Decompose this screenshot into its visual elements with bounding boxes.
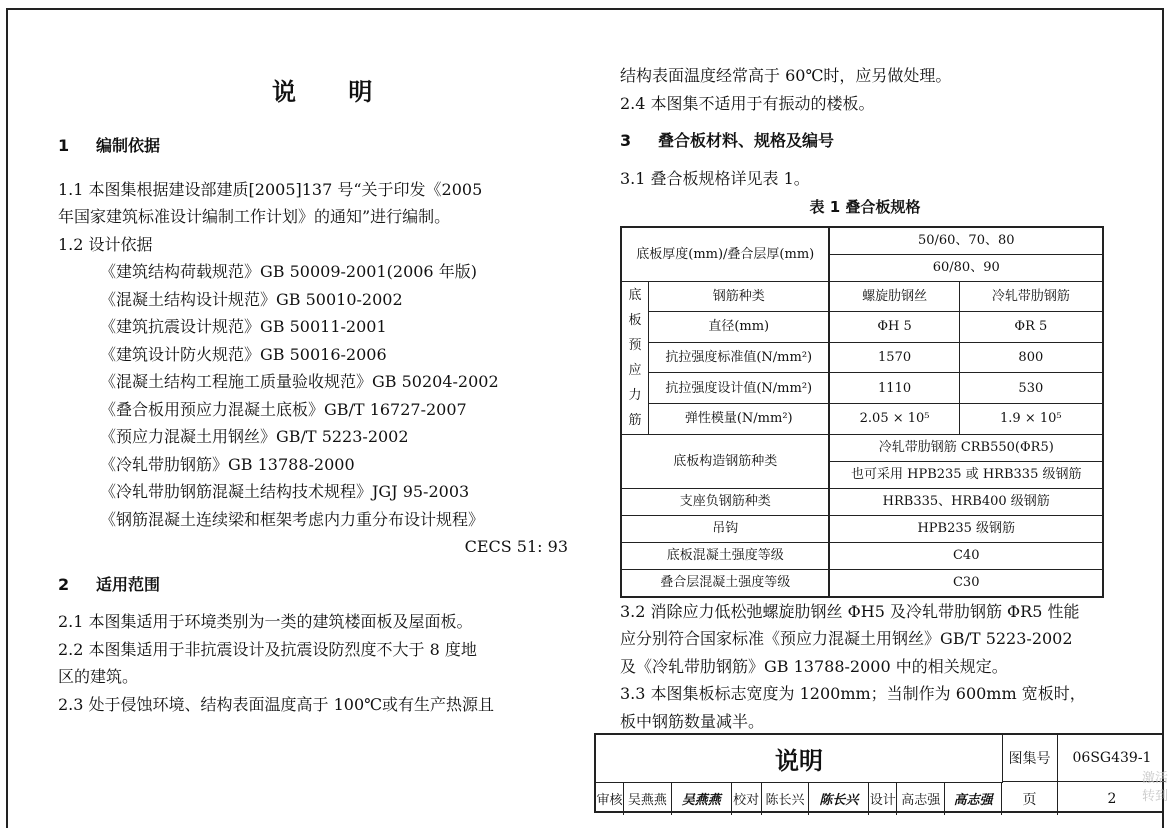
para-1-1: 1.1 本图集根据建设部建质[2005]137 号“关于印发《2005 bbox=[58, 179, 483, 199]
table-cell: ΦH 5 bbox=[829, 312, 959, 343]
table-cell: 支座负钢筋种类 bbox=[621, 488, 829, 515]
table-cell: 抗拉强度设计值(N/mm²) bbox=[649, 373, 830, 404]
table-cell: 叠合层混凝土强度等级 bbox=[621, 569, 829, 597]
left-column bbox=[58, 132, 568, 718]
ref-item: 《叠合板用预应力混凝土底板》GB/T 16727-2007 bbox=[100, 399, 467, 419]
para-3-2: 3.2 消除应力低松弛螺旋肋钢丝 ΦH5 及冷轧带肋钢筋 ΦR5 性能 bbox=[620, 601, 1080, 621]
page-number: 2 bbox=[1107, 790, 1117, 807]
atlas-number: 06SG439-1 bbox=[1058, 735, 1166, 782]
para-1-2: 1.2 设计依据 bbox=[58, 234, 153, 254]
review-label: 审核 bbox=[596, 782, 624, 815]
title-block-main: 说明 bbox=[596, 735, 1003, 783]
para-2-3-cont: 结构表面温度经常高于 60℃时，应另做处理。 bbox=[620, 66, 952, 85]
table-cell: 也可采用 HPB235 或 HRB335 级钢筋 bbox=[829, 461, 1103, 488]
table-cell: 抗拉强度标准值(N/mm²) bbox=[649, 342, 830, 373]
check-signature: 陈长兴 bbox=[809, 782, 869, 815]
section-2-heading: 2 适用范围 bbox=[58, 574, 161, 594]
table-cell: 1110 bbox=[829, 373, 959, 404]
table-cell: 冷轧带肋钢筋 bbox=[959, 281, 1103, 312]
table-cell: C40 bbox=[829, 542, 1103, 569]
table-cell: 螺旋肋钢丝 bbox=[829, 281, 959, 312]
title-block bbox=[594, 733, 1164, 813]
table-cell: 底板混凝土强度等级 bbox=[621, 542, 829, 569]
ref-item: 《冷轧带肋钢筋》GB 13788-2000 bbox=[100, 454, 355, 474]
table-cell: 直径(mm) bbox=[649, 312, 830, 343]
table-group-label: 底 板 预 应 力 筋 bbox=[621, 281, 649, 434]
check-label: 校对 bbox=[732, 782, 762, 815]
page-title: 说 明 bbox=[272, 78, 395, 106]
section-1-heading: 1 编制依据 bbox=[58, 136, 161, 155]
table-cell: 1.9 × 10⁵ bbox=[959, 403, 1103, 434]
para-3-3: 3.3 本图集板标志宽度为 1200mm；当制作为 600mm 宽板时， bbox=[620, 684, 1086, 703]
para-2-4: 2.4 本图集不适用于有振动的楼板。 bbox=[620, 93, 875, 113]
ref-item: 《混凝土结构工程施工质量验收规范》GB 50204-2002 bbox=[100, 372, 499, 391]
para-2-2: 2.2 本图集适用于非抗震设计及抗震设防烈度不大于 8 度地 bbox=[58, 639, 477, 659]
table-cell: 800 bbox=[959, 342, 1103, 373]
right-column bbox=[620, 62, 1110, 735]
section-3-heading: 3 叠合板材料、规格及编号 bbox=[620, 131, 835, 150]
table-cell: 50/60、70、80 bbox=[829, 227, 1103, 255]
ref-item: 《混凝土结构设计规范》GB 50010-2002 bbox=[100, 289, 403, 309]
para-2-2-cont: 区的建筑。 bbox=[58, 667, 139, 686]
spec-table bbox=[620, 226, 1104, 598]
watermark-text: 激活 转到 bbox=[1141, 771, 1168, 804]
table-cell: 冷轧带肋钢筋 CRB550(ΦR5) bbox=[829, 434, 1103, 461]
signature-row bbox=[596, 782, 1002, 815]
design-name: 高志强 bbox=[897, 782, 945, 815]
check-name: 陈长兴 bbox=[762, 782, 810, 815]
table-cell: 钢筋种类 bbox=[649, 281, 830, 312]
table-cell: 底板厚度(mm)/叠合层厚(mm) bbox=[621, 227, 829, 282]
para-3-1: 3.1 叠合板规格详见表 1。 bbox=[620, 168, 810, 188]
review-name: 吴燕燕 bbox=[624, 782, 672, 815]
para-3-2-cont2: 及《冷轧带肋钢筋》GB 13788-2000 中的相关规定。 bbox=[620, 656, 1008, 676]
table-cell: 1570 bbox=[829, 342, 959, 373]
para-1-1-cont: 年国家建筑标准设计编制工作计划》的通知”进行编制。 bbox=[58, 207, 451, 226]
table-cell: 底板构造钢筋种类 bbox=[621, 434, 829, 488]
ref-item: 《冷轧带肋钢筋混凝土结构技术规程》JGJ 95-2003 bbox=[100, 482, 470, 501]
design-signature: 高志强 bbox=[953, 793, 993, 808]
table-cell: 2.05 × 10⁵ bbox=[829, 403, 959, 434]
para-3-3-cont: 板中钢筋数量减半。 bbox=[620, 711, 765, 731]
ref-item: 《建筑抗震设计规范》GB 50011-2001 bbox=[100, 317, 387, 336]
table-cell: 弹性模量(N/mm²) bbox=[649, 403, 830, 434]
para-2-3: 2.3 处于侵蚀环境、结构表面温度高于 100℃或有生产热源且 bbox=[58, 694, 495, 714]
table-cell: 60/80、90 bbox=[829, 254, 1103, 281]
para-2-1: 2.1 本图集适用于环境类别为一类的建筑楼面板及屋面板。 bbox=[58, 612, 473, 631]
table-cell: 吊钩 bbox=[621, 515, 829, 542]
table-title: 表 1 叠合板规格 bbox=[809, 198, 921, 216]
table-cell: ΦR 5 bbox=[959, 312, 1103, 343]
ref-item: 《建筑结构荷载规范》GB 50009-2001(2006 年版) bbox=[100, 262, 477, 281]
atlas-label: 图集号 bbox=[1002, 735, 1058, 782]
review-signature: 吴燕燕 bbox=[672, 782, 732, 815]
page-label: 页 bbox=[1002, 782, 1058, 815]
table-cell: 530 bbox=[959, 373, 1103, 404]
table-cell: HPB235 级钢筋 bbox=[829, 515, 1103, 542]
ref-item: 《钢筋混凝土连续梁和框架考虑内力重分布设计规程》 bbox=[100, 509, 485, 529]
ref-item: 《建筑设计防火规范》GB 50016-2006 bbox=[100, 344, 387, 364]
para-3-2-cont: 应分别符合国家标准《预应力混凝土用钢丝》GB/T 5223-2002 bbox=[620, 629, 1073, 648]
ref-item: 《预应力混凝土用钢丝》GB/T 5223-2002 bbox=[100, 427, 409, 446]
ref-item-code: CECS 51: 93 bbox=[464, 537, 568, 556]
table-cell: HRB335、HRB400 级钢筋 bbox=[829, 488, 1103, 515]
table-cell: C30 bbox=[829, 569, 1103, 597]
design-label: 设计 bbox=[869, 782, 897, 815]
